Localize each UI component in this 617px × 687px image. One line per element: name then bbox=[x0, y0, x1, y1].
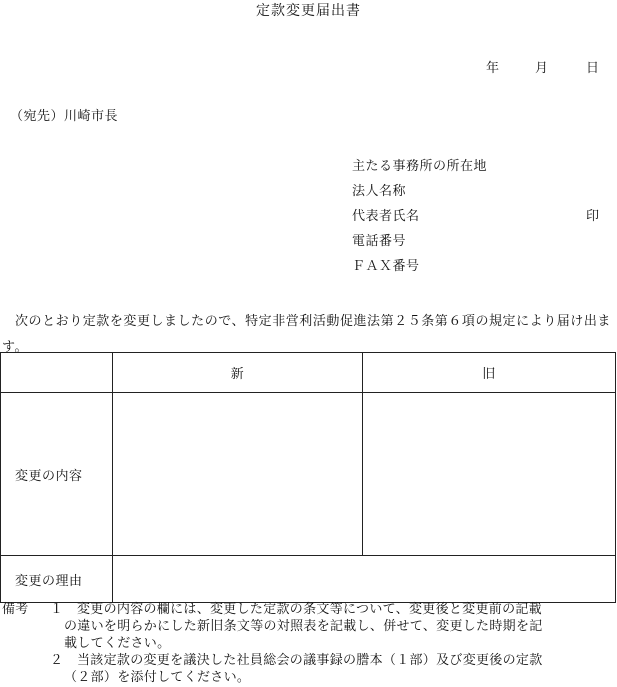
date-line bbox=[0, 61, 617, 77]
note-1-number: １ bbox=[50, 602, 64, 617]
change-reason-label: 変更の理由 bbox=[1, 556, 113, 603]
note-1-line-2: の違いを明らかにした新旧条文等の対照表を記載し、併せて、変更した時期を記 bbox=[64, 619, 543, 634]
addressee: （宛先）川崎市長 bbox=[10, 109, 119, 124]
table-header-blank bbox=[1, 353, 113, 393]
header-old: 旧 bbox=[363, 353, 616, 393]
change-table bbox=[0, 352, 616, 603]
corporation-name-label: 法人名称 bbox=[352, 184, 407, 199]
notification-statement: 次のとおり定款を変更しましたので、特定非営利活動促進法第２５条第６項の規定により届け出ます。 bbox=[2, 314, 611, 355]
note-1-line-1: 変更の内容の欄には、変更した定款の条文等について、変更後と変更前の記載 bbox=[77, 602, 542, 617]
new-content-cell[interactable] bbox=[113, 393, 363, 556]
note-1-line-3: 載してください。 bbox=[64, 636, 171, 651]
change-content-label: 変更の内容 bbox=[1, 393, 113, 556]
note-2-line-1: 当該定款の変更を議決した社員総会の議事録の謄本（１部）及び変更後の定款 bbox=[77, 653, 543, 668]
date-year-label: 年 bbox=[486, 61, 500, 76]
content-row bbox=[1, 393, 616, 556]
change-reason-cell[interactable] bbox=[113, 556, 616, 603]
table-header-row bbox=[1, 353, 616, 393]
remarks-section bbox=[0, 602, 617, 687]
office-location-label: 主たる事務所の所在地 bbox=[352, 159, 488, 174]
date-month-label: 月 bbox=[535, 61, 549, 76]
remarks-label: 備考 bbox=[2, 602, 29, 617]
representative-name-label: 代表者氏名 bbox=[352, 209, 420, 224]
seal-mark: 印 bbox=[586, 209, 600, 224]
header-new: 新 bbox=[113, 353, 363, 393]
note-2-number: ２ bbox=[50, 653, 64, 668]
date-day-label: 日 bbox=[586, 61, 600, 76]
reason-row bbox=[1, 556, 616, 603]
document-title: 定款変更届出書 bbox=[256, 3, 361, 19]
fax-number-label: ＦＡＸ番号 bbox=[352, 259, 420, 274]
phone-number-label: 電話番号 bbox=[352, 234, 407, 249]
note-2-line-2: （２部）を添付してください。 bbox=[64, 670, 251, 685]
old-content-cell[interactable] bbox=[363, 393, 616, 556]
